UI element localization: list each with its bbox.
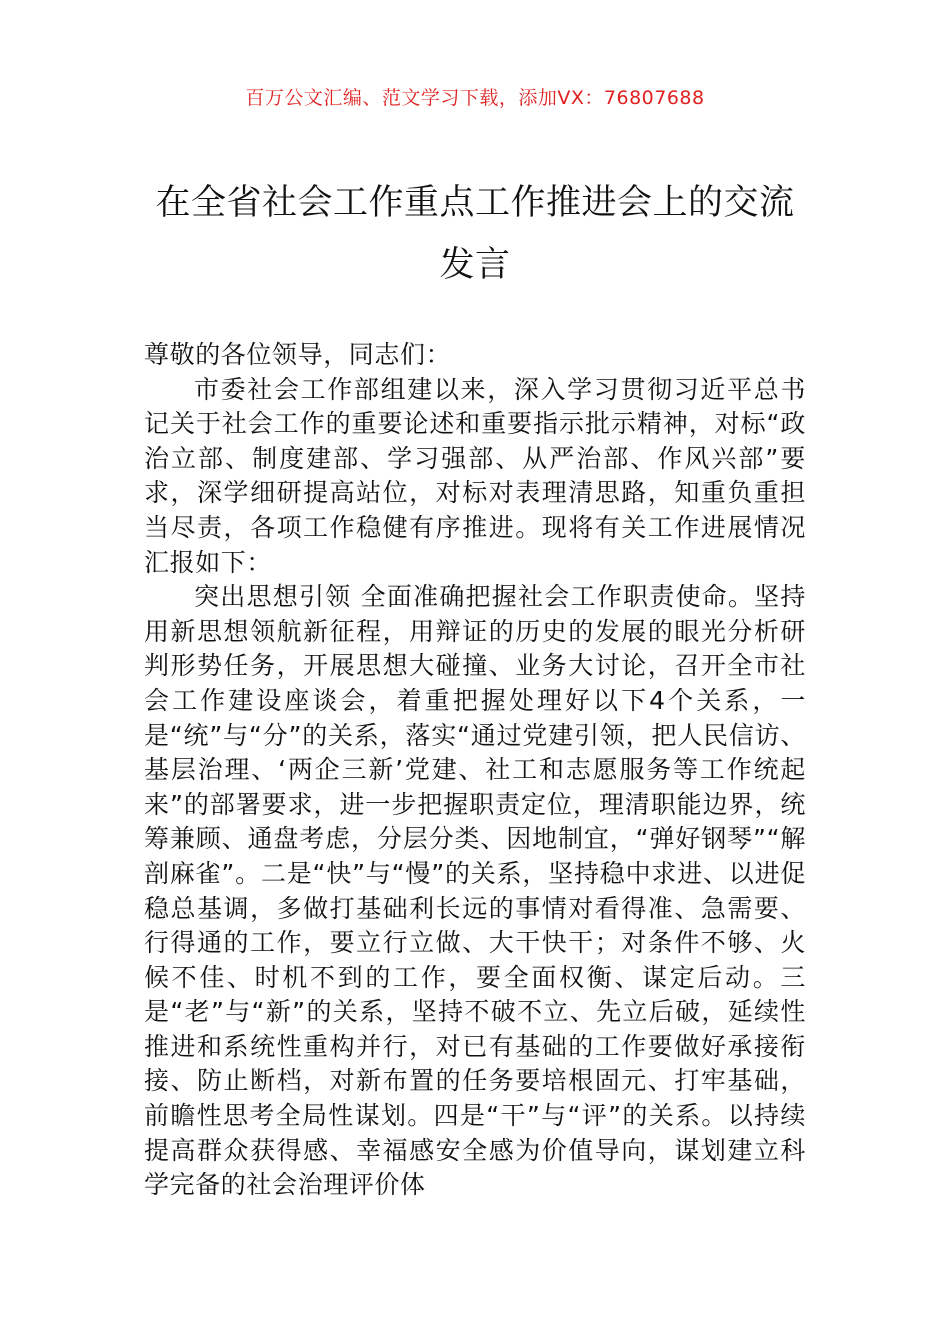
header-note: 百万公文汇编、范文学习下载，添加VX：76807688 <box>245 87 705 109</box>
salutation: 尊敬的各位领导，同志们： <box>144 340 452 369</box>
title-line-1: 在全省社会工作重点工作推进会上的交流 <box>155 183 795 223</box>
paragraph-1: 市委社会工作部组建以来，深入学习贯彻习近平总书记关于社会工作的重要论述和重要指示批示精神，对标“政治立部、制度建部、学习强部、从严治部、作风兴部”要求，深学细研提高站位，对标对表理清思路，知重负重担当尽责，各项工作稳健有序推进。现将有关工作进展情况汇报如下： <box>144 374 806 577</box>
document-body <box>144 338 806 1203</box>
title-line-2: 发言 <box>439 245 511 285</box>
document-title <box>140 172 810 296</box>
paragraph-2: 突出思想引领 全面准确把握社会工作职责使命。坚持用新思想领航新征程，用辩证的历史的发展的眼光分析研判形势任务，开展思想大碰撞、业务大讨论，召开全市社会工作建设座谈会，着重把握处理好以下4个关系，一是“统”与“分”的关系，落实“通过党建引领，把人民信访、基层治理、‘两企三新’党建、社工和志愿服务等工作统起来”的部署要求，进一步把握职责定位，理清职能边界，统筹兼顾、通盘考虑，分层分类、因地制宜，“弹好钢琴”“解剖麻雀”。二是“快”与“慢”的关系，坚持稳中求进、以进促稳总基调，多做打基础利长远的事情对看得准、急需要、行得通的工作，要立行立做、大干快干；对条件不够、火候不佳、时机不到的工作，要全面权衡、谋定后动。三是“老”与“新”的关系，坚持不破不立、先立后破，延续性推进和系统性重构并行，对已有基础的工作要做好承接衔接、防止断档，对新布置的任务要培根固元、打牢基础，前瞻性思考全局性谋划。四是“干”与“评”的关系。以持续提高群众获得感、幸福感安全感为价值导向，谋划建立科学完备的社会治理评价体 <box>144 582 806 1200</box>
